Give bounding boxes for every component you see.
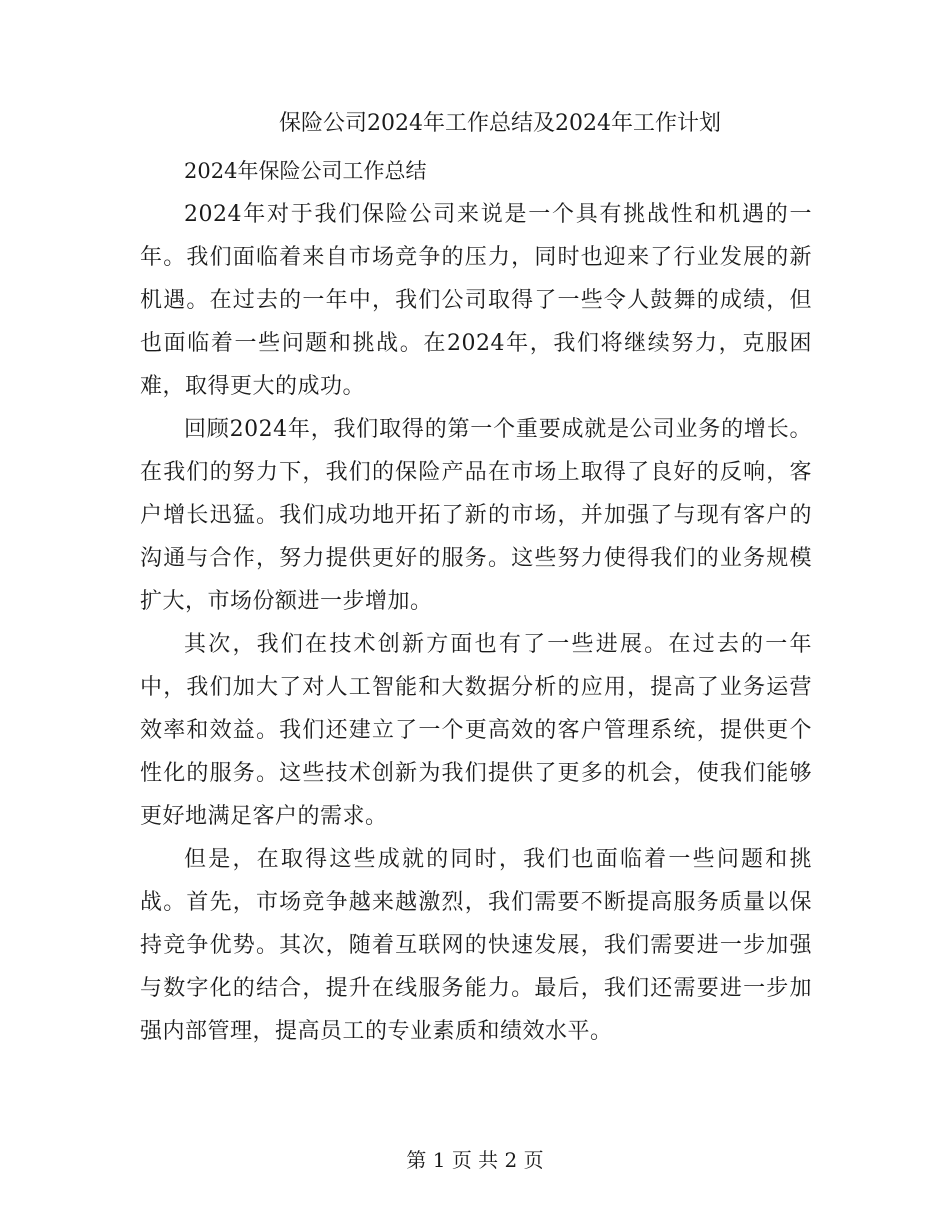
page-footer: 第 1 页 共 2 页 — [406, 1148, 544, 1172]
document-body — [140, 150, 812, 1053]
paragraph-intro: 2024年对于我们保险公司来说是一个具有挑战性和机遇的一年。我们面临着来自市场竞争的压力，同时也迎来了行业发展的新机遇。在过去的一年中，我们公司取得了一些令人鼓舞的成绩，但也面临着一些问题和挑战。在2024年，我们将继续努力，克服困难，取得更大的成功。 — [140, 202, 812, 399]
paragraph-business-growth: 回顾2024年，我们取得的第一个重要成就是公司业务的增长。在我们的努力下，我们的保险产品在市场上取得了良好的反响，客户增长迅猛。我们成功地开拓了新的市场，并加强了与现有客户的沟通与合作，努力提供更好的服务。这些努力使得我们的业务规模扩大，市场份额进一步增加。 — [140, 417, 812, 614]
section-heading: 2024年保险公司工作总结 — [184, 159, 427, 183]
paragraph-tech-innovation: 其次，我们在技术创新方面也有了一些进展。在过去的一年中，我们加大了对人工智能和大数据分析的应用，提高了业务运营效率和效益。我们还建立了一个更高效的客户管理系统，提供更个性化的服务。这些技术创新为我们提供了更多的机会，使我们能够更好地满足客户的需求。 — [140, 632, 812, 829]
document-title: 保险公司2024年工作总结及2024年工作计划 — [279, 111, 721, 136]
paragraph-challenges: 但是，在取得这些成就的同时，我们也面临着一些问题和挑战。首先，市场竞争越来越激烈，我们需要不断提高服务质量以保持竞争优势。其次，随着互联网的快速发展，我们需要进一步加强与数字化的结合，提升在线服务能力。最后，我们还需要进一步加强内部管理，提高员工的专业素质和绩效水平。 — [140, 847, 812, 1044]
